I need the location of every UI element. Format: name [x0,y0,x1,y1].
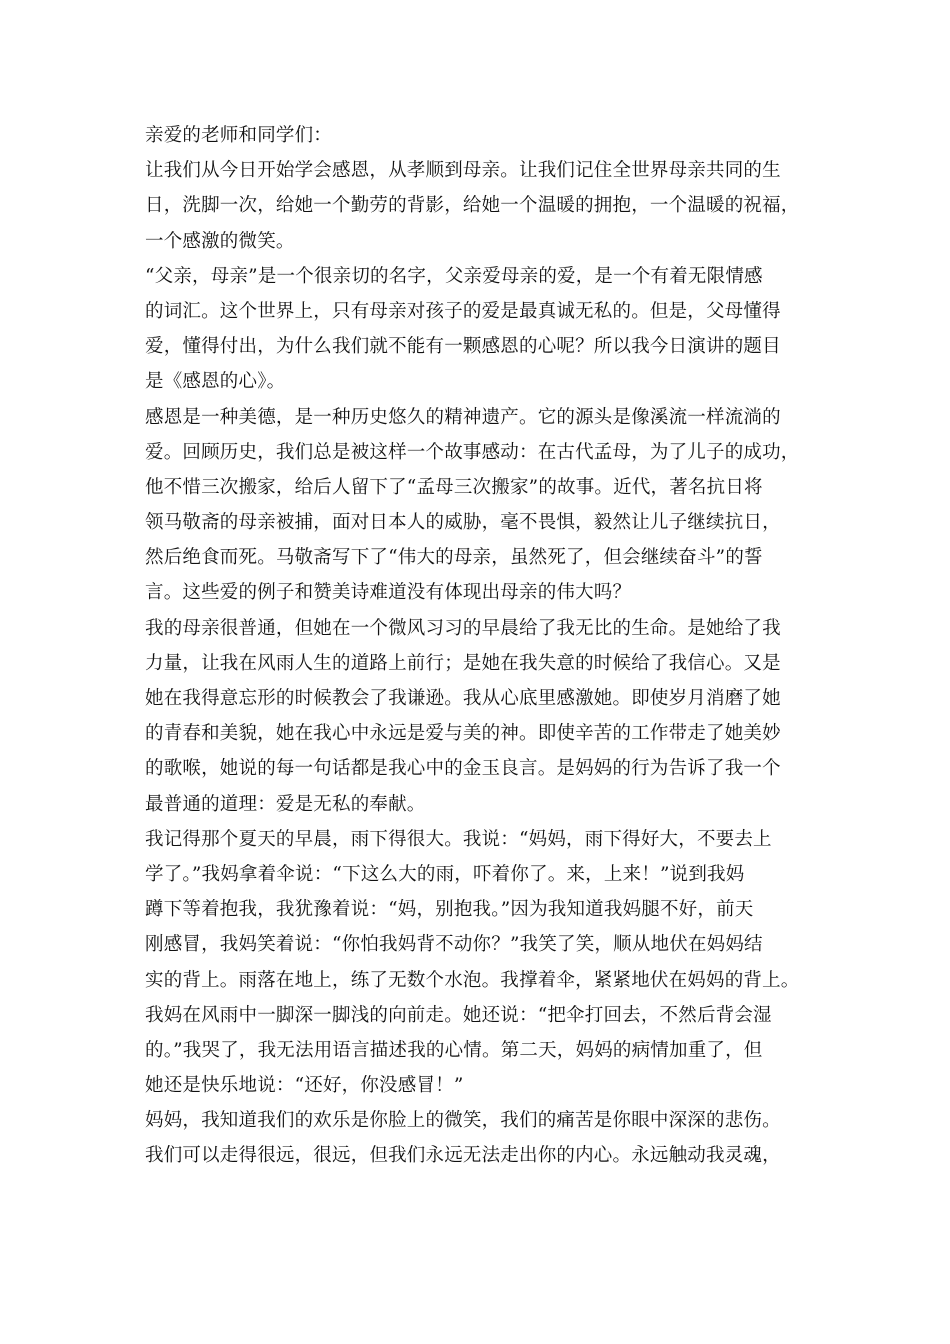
text-line: 学了。”我妈拿着伞说：“下这么大的雨，吓着你了。来，上来！”说到我妈 [145,863,745,885]
text-line: 的歌喉，她说的每一句话都是我心中的金玉良言。是妈妈的行为告诉了我一个 [145,758,781,780]
document-body [145,118,815,1174]
text-line: 力量，让我在风雨人生的道路上前行；是她在我失意的时候给了我信心。又是 [145,652,781,674]
text-line: 的。”我哭了，我无法用语言描述我的心情。第二天，妈妈的病情加重了，但 [145,1039,763,1061]
text-line: 领马敬斋的母亲被捕，面对日本人的威胁，毫不畏惧，毅然让儿子继续抗日， [145,512,781,534]
text-line: 最普通的道理：爱是无私的奉献。 [145,793,426,815]
text-line: 然后绝食而死。马敬斋写下了“伟大的母亲，虽然死了，但会继续奋斗”的誓 [145,547,763,569]
text-line: 刚感冒，我妈笑着说：“你怕我妈背不动你？”我笑了笑，顺从地伏在妈妈结 [145,934,763,956]
text-line: 是《感恩的心》。 [145,371,286,393]
text-line: 的青春和美貌，她在我心中永远是爱与美的神。即使辛苦的工作带走了她美妙 [145,723,781,745]
text-line: 爱，懂得付出，为什么我们就不能有一颗感恩的心呢？所以我今日演讲的题目 [145,336,781,358]
text-line: 言。这些爱的例子和赞美诗难道没有体现出母亲的伟大吗？ [145,582,632,604]
text-line: 妈妈，我知道我们的欢乐是你脸上的微笑，我们的痛苦是你眼中深深的悲伤。 [145,1110,781,1132]
text-line: “父亲，母亲”是一个很亲切的名字，父亲爱母亲的爱，是一个有着无限情感 [145,265,763,287]
text-line: 的词汇。这个世界上，只有母亲对孩子的爱是最真诚无私的。但是，父母懂得 [145,300,781,322]
text-line: 我记得那个夏天的早晨，雨下得很大。我说：“妈妈，雨下得好大，不要去上 [145,828,772,850]
text-line: 我妈在风雨中一脚深一脚浅的向前走。她还说：“把伞打回去，不然后背会湿 [145,1004,772,1026]
text-line: 我们可以走得很远，很远，但我们永远无法走出你的内心。永远触动我灵魂， [145,1145,781,1167]
text-line: 一个感激的微笑。 [145,230,295,252]
text-line: 感恩是一种美德，是一种历史悠久的精神遗产。它的源头是像溪流一样流淌的 [145,406,781,428]
text-line: 他不惜三次搬家，给后人留下了“孟母三次搬家”的故事。近代，著名抗日将 [145,476,763,498]
text-line: 亲爱的老师和同学们： [145,125,333,146]
text-line: 让我们从今日开始学会感恩，从孝顺到母亲。让我们记住全世界母亲共同的生 [145,160,781,182]
text-line: 日，洗脚一次，给她一个勤劳的背影，给她一个温暖的拥抱，一个温暖的祝福， [145,195,800,217]
text-line: 我的母亲很普通，但她在一个微风习习的早晨给了我无比的生命。是她给了我 [145,617,781,639]
text-line: 爱。回顾历史，我们总是被这样一个故事感动：在古代孟母，为了儿子的成功， [145,441,800,463]
text-line: 她在我得意忘形的时候教会了我谦逊。我从心底里感激她。即使岁月消磨了她 [145,688,781,709]
text-line: 蹲下等着抱我，我犹豫着说：“妈，别抱我。”因为我知道我妈腿不好，前天 [145,899,754,921]
text-line: 实的背上。雨落在地上，练了无数个水泡。我撑着伞，紧紧地伏在妈妈的背上。 [145,969,800,991]
text-line: 她还是快乐地说：“还好，你没感冒！” [145,1075,464,1097]
